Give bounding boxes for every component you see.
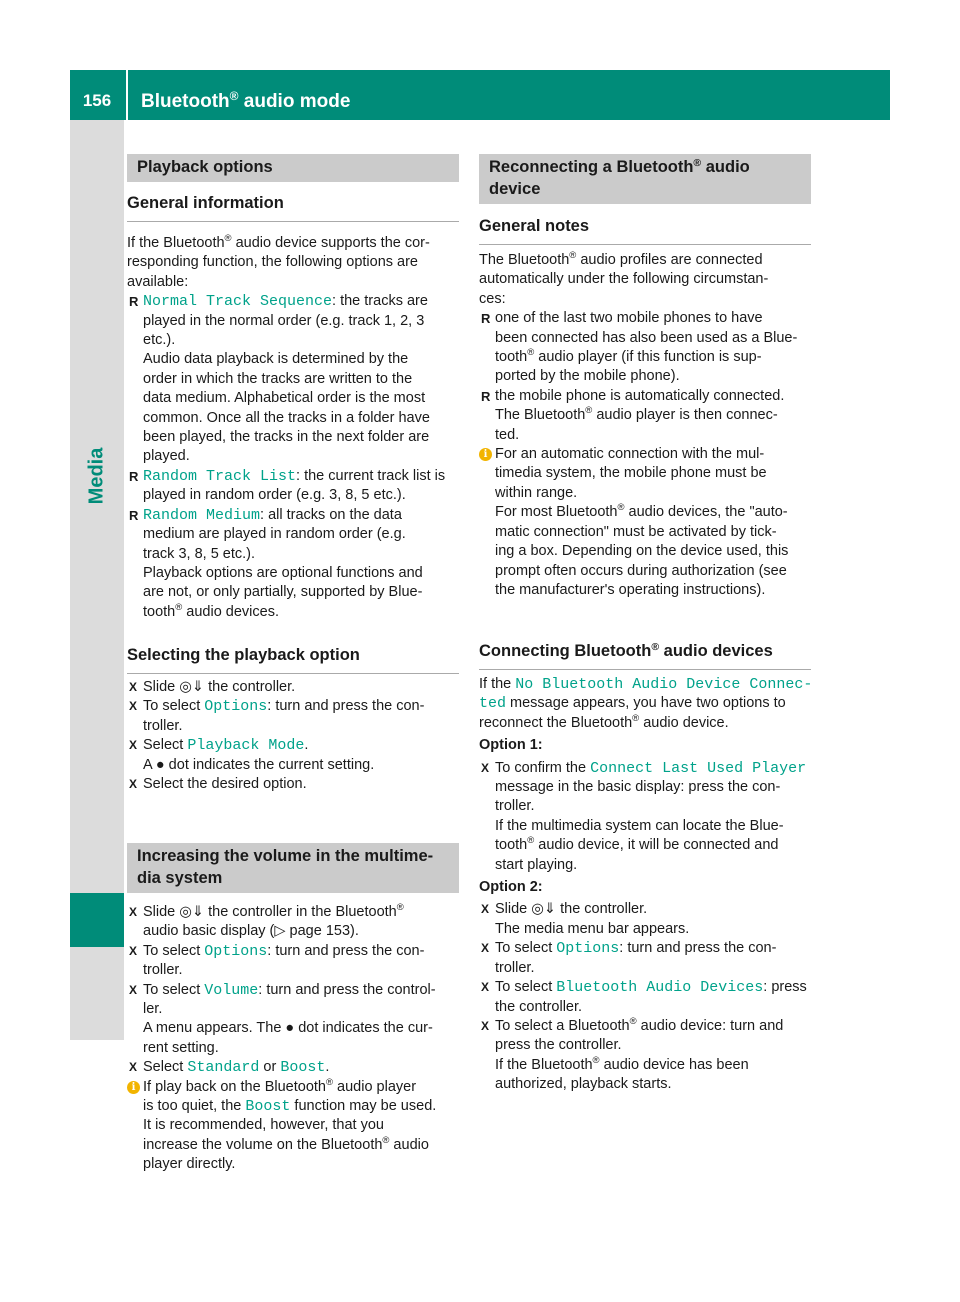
controller-icon: ◎⇓	[179, 904, 205, 920]
info-icon: i	[127, 1081, 140, 1094]
step-item: X Slide ◎⇓ the controller. The media menu bar appears.	[481, 901, 690, 937]
step-item: X Slide ◎⇓ the controller in the Bluetooth® audio basic display (▷ page 153).	[129, 902, 404, 940]
general-notes-body: The Bluetooth® audio profiles are connected automatically under the following circumstan- ces: R one of the last two mobile phones to have been connected has also been used as a Blue- tooth® audio player (if this function is sup- ported by the mobile phone). R the mobile phone is automatically connected. The Bluetooth® audio player is then connec- ted. i For an automatic connection with the mul- timedia system, the mobile phone must be within range. For most Bluetooth® audio devices, the "auto- matic connection" must be activated by tick- ing a box. Depending on the device used, this prompt often occurs during authorization (see the manufacturer's operating instructions).	[479, 251, 811, 600]
step-item: X Slide ◎⇓ the controller.	[127, 678, 459, 697]
bullet-icon: R	[481, 388, 491, 404]
step-item: X Select the desired option.	[127, 775, 459, 794]
list-item: R one of the last two mobile phones to have been connected has also been used as a Blue- tooth® audio player (if this function is sup- ported by the mobile phone).	[481, 310, 798, 385]
option-2-label: Option 2:	[479, 879, 543, 896]
controller-icon: ◎⇓	[531, 901, 557, 918]
connecting-devices-body: If the No Bluetooth Audio Device Connec‐ ted message appears, you have two options to reconnect the Bluetooth® audio device. Option 1: X To confirm the Connect Last Used Player message in the basic display: press the con- troller. If the multimedia system can locate the Blue- tooth® audio device, it will be connected and start playing. Option 2: X Slide ◎⇓ the controller. The media menu bar appears. X To select Options: turn and press the con- troller. X To select Bluetooth Audio Devices: press the controller. X To select a Bluetooth® audio device: turn and press the controller. If the Bluetooth® audio device has been authorized, playback starts.	[479, 675, 811, 1095]
section-box-increasing-volume: Increasing the volume in the multime- dia system	[127, 843, 459, 893]
step-item: X Select Standard or Boost.	[129, 1059, 330, 1077]
arrow-icon: X	[129, 1060, 138, 1075]
option-1-label: Option 1:	[479, 737, 543, 754]
arrow-icon: X	[129, 680, 138, 694]
arrow-icon: X	[481, 980, 490, 995]
arrow-icon: X	[129, 699, 138, 714]
step-item: X To select Options: turn and press the con- troller.	[481, 940, 777, 976]
general-information-body: If the Bluetooth® audio device supports the cor- responding function, the following options are available: R Normal Track Sequence: the tracks are played in the normal order (e.g. track 1, 2, 3 etc.). Audio data playback is determined by the order in which the tracks are written to the data medium. Alphabetical order is the most common. Once all the tracks in a folder have been played, the tracks in the next folder are played. R Random Track List: the current track list is played in random order (e.g. 3, 8, 5 etc.). R Random Medium: all tracks on the data medium are played in random order (e.g. track 3, 8, 5 etc.). Playback options are optional functions and are not, or only partially, supported by Blue- tooth® audio devices.	[127, 234, 459, 622]
arrow-icon: X	[481, 760, 490, 775]
sidebar-marker	[70, 893, 124, 947]
bullet-icon: R	[481, 311, 491, 327]
increasing-volume-steps	[127, 903, 459, 1175]
header-divider	[126, 70, 128, 120]
step-item: X To select a Bluetooth® audio device: turn and press the controller. If the Bluetooth® audio device has been authorized, playback starts.	[481, 1015, 784, 1093]
controller-icon: ◎⇓	[179, 679, 205, 695]
bullet-icon: R	[129, 507, 139, 523]
section-box-playback-options: Playback options	[127, 154, 459, 182]
list-item: R Normal Track Sequence: the tracks are played in the normal order (e.g. track 1, 2, 3 etc.). Audio data playback is determined by the order in which the tracks are written to the data medium. Alphabetical order is the most common. Once all the tracks in a folder have been played, the tracks in the next folder are played.	[129, 293, 430, 465]
arrow-icon: X	[481, 902, 490, 917]
section-box-reconnecting: Reconnecting a Bluetooth® audio device	[479, 154, 811, 204]
list-item: R the mobile phone is automatically connected. The Bluetooth® audio player is then connec- ted.	[481, 387, 785, 443]
list-item: R Random Medium: all tracks on the data medium are played in random order (e.g. track 3, 8, 5 etc.). Playback options are optional functions and are not, or only partially, supported by Blue- tooth® audio devices.	[129, 506, 423, 620]
info-icon: i	[479, 448, 492, 461]
step-item: X To select Options: turn and press the con- troller.	[129, 942, 425, 979]
selecting-playback-steps	[127, 678, 459, 794]
step-item: X Select Playback Mode. A ● dot indicates the current setting.	[129, 737, 375, 773]
arrow-icon: X	[481, 941, 490, 956]
heading-general-notes: General notes	[479, 216, 811, 245]
step-item: X To select Volume: turn and press the control- ler. A menu appears. The ● dot indicates the cur- rent setting.	[129, 981, 436, 1056]
arrow-icon: X	[129, 738, 138, 753]
step-item: X To select Options: turn and press the con- troller.	[129, 698, 425, 734]
step-item: X To select Bluetooth Audio Devices: press the controller.	[481, 979, 807, 1015]
arrow-icon: X	[129, 777, 138, 792]
page-title: Bluetooth® audio mode	[141, 89, 351, 112]
info-note: i For an automatic connection with the mul- timedia system, the mobile phone must be within range. For most Bluetooth® audio devices, the "auto- matic connection" must be activated by tick- ing a box. Depending on the device used, this prompt often occurs during authorization (see the manufacturer's operating instructions).	[479, 445, 811, 600]
sidebar-label: Media	[85, 447, 108, 505]
heading-general-information: General information	[127, 193, 459, 222]
info-note: i If play back on the Bluetooth® audio player is too quiet, the Boost function may be used. It is recommended, however, that you increase the volume on the Bluetooth® audio player directly.	[127, 1078, 459, 1175]
arrow-icon: X	[129, 943, 138, 958]
heading-selecting-playback-option: Selecting the playback option	[127, 645, 459, 674]
heading-connecting-devices: Connecting Bluetooth® audio devices	[479, 641, 811, 670]
list-item: R Random Track List: the current track list is played in random order (e.g. 3, 8, 5 etc.).	[129, 467, 446, 504]
arrow-icon: X	[129, 982, 138, 997]
arrow-icon: X	[129, 905, 138, 919]
step-item: X To confirm the Connect Last Used Player message in the basic display: press the con- troller. If the multimedia system can locate the Blue- tooth® audio device, it will be connected and start playing.	[481, 759, 807, 873]
bullet-icon: R	[129, 294, 139, 310]
page-number: 156	[82, 91, 112, 110]
bullet-icon: R	[129, 468, 139, 484]
arrow-icon: X	[481, 1018, 490, 1033]
